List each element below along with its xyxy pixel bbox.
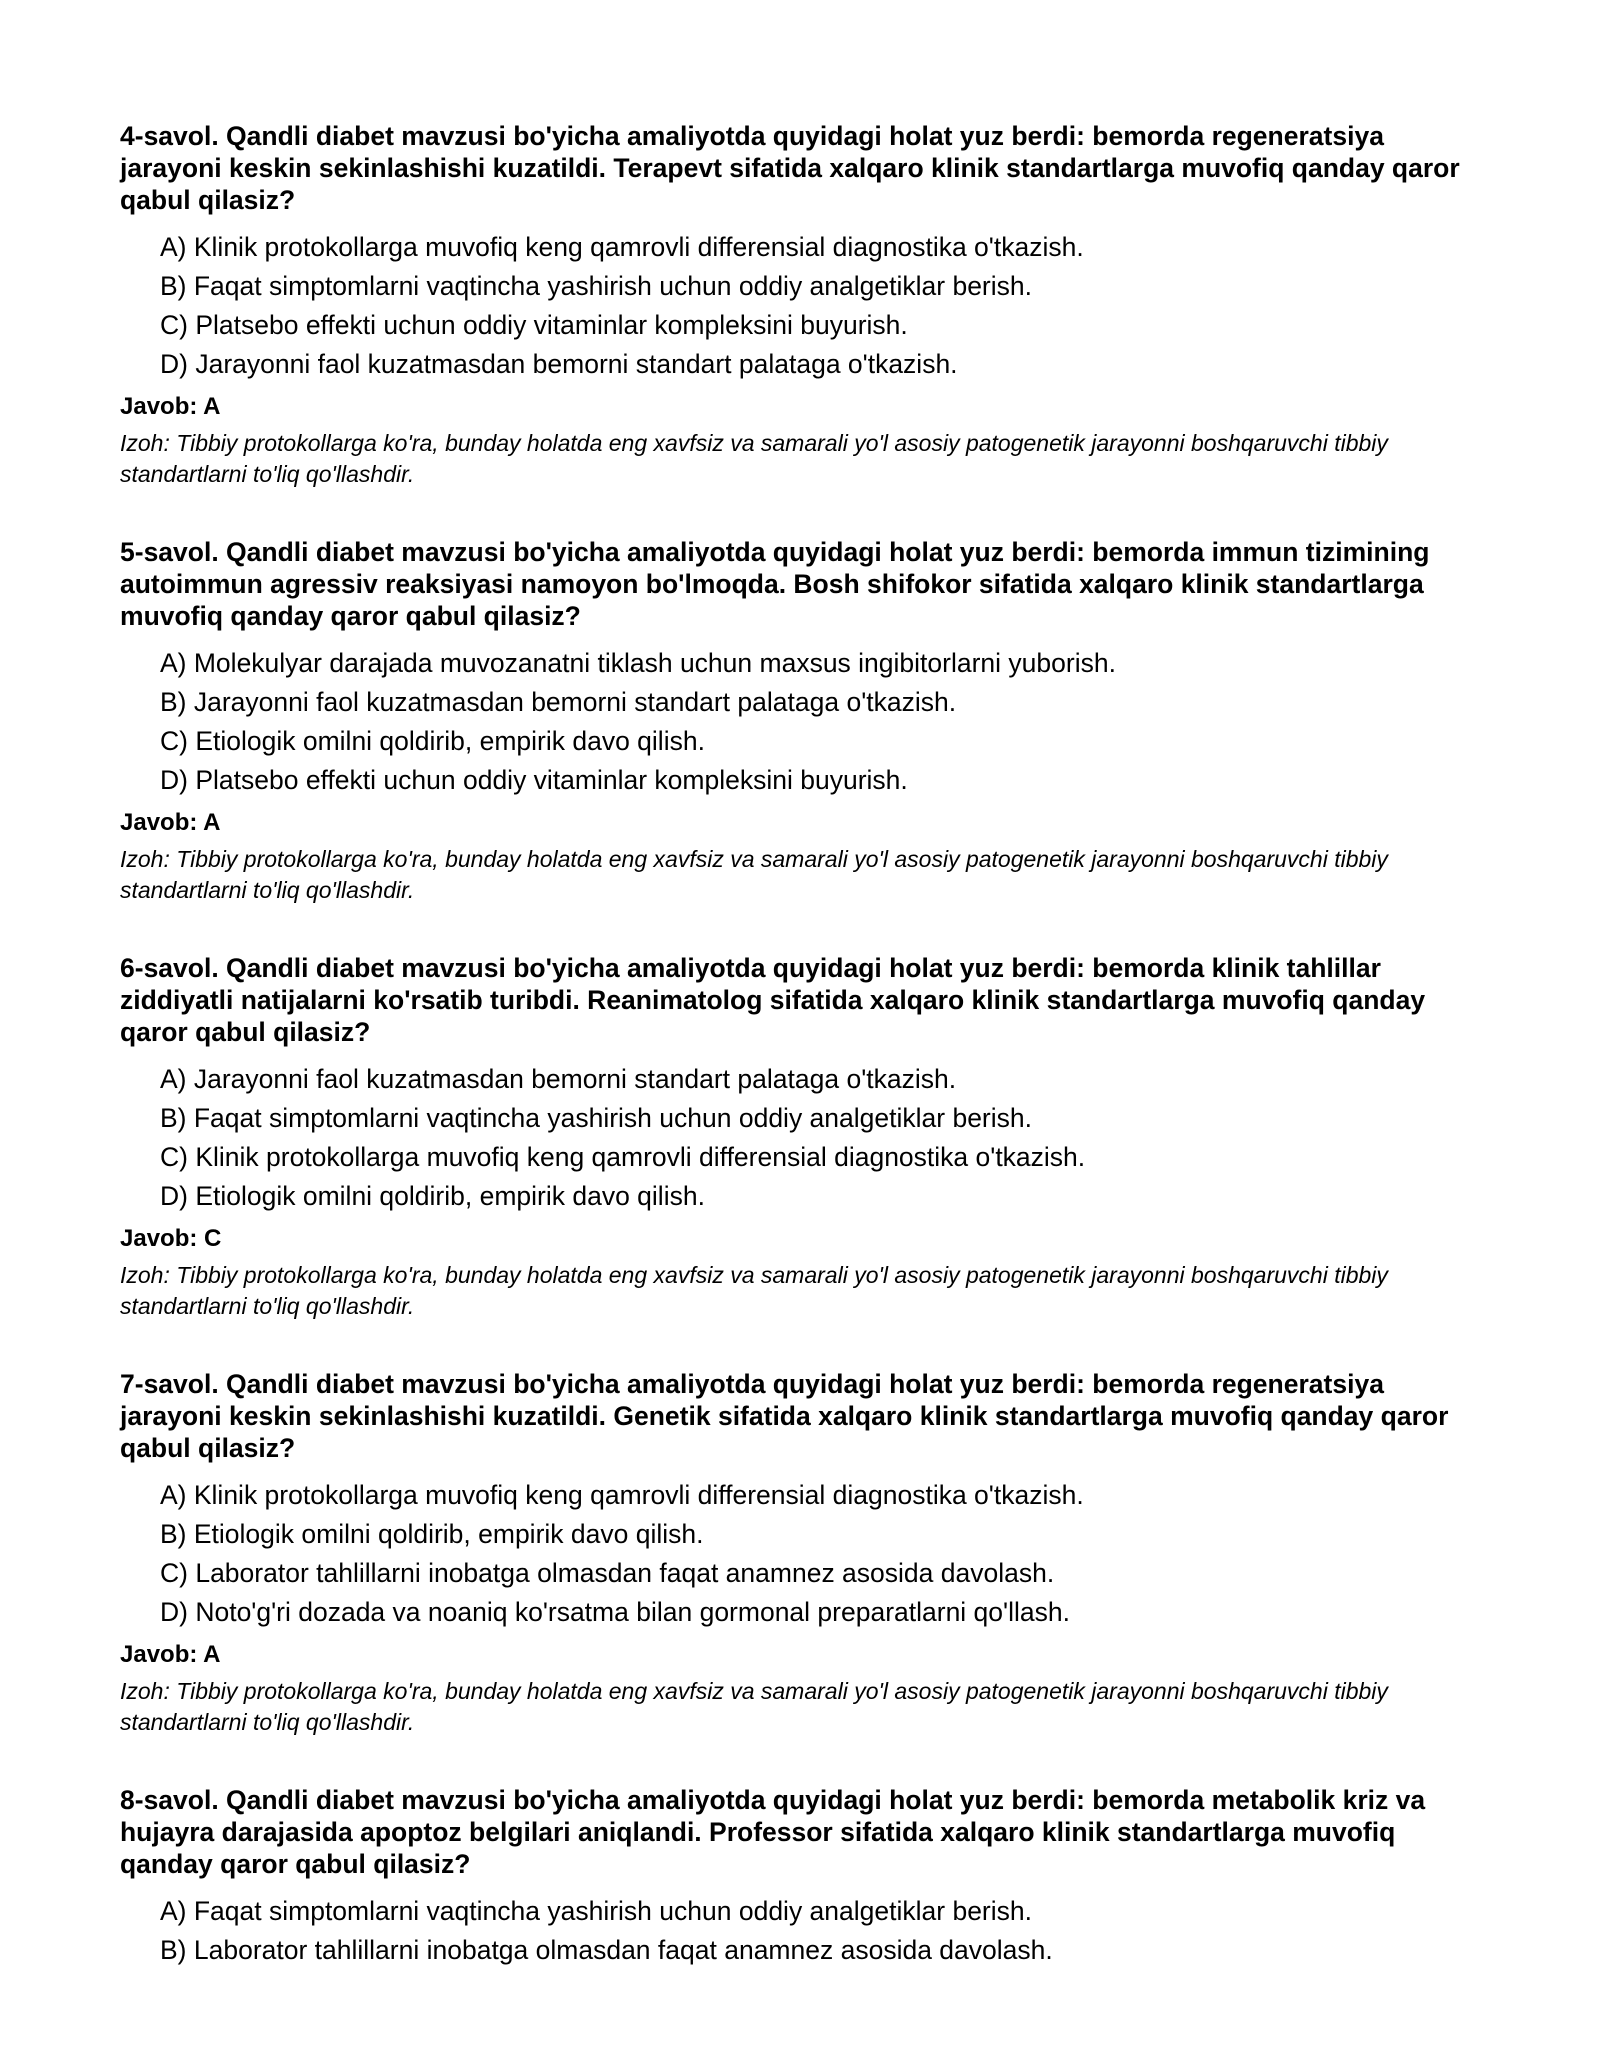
option-b: B) Etiologik omilni qoldirib, empirik davo qilish. <box>160 1519 704 1549</box>
option-list <box>120 1060 1480 1216</box>
question-8 <box>120 1784 1480 1970</box>
option-a: A) Faqat simptomlarni vaqtincha yashirish uchun oddiy analgetiklar berish. <box>160 1896 1032 1926</box>
option-d: D) Noto'g'ri dozada va noaniq ko'rsatma bilan gormonal preparatlarni qo'llash. <box>160 1597 1070 1627</box>
question-title: 4-savol. Qandli diabet mavzusi bo'yicha amaliyotda quyidagi holat yuz berdi: bemorda regeneratsiya jarayoni keskin sekinlashishi kuzatildi. Terapevt sifatida xalqaro klinik standartlarga muvofiq qanday qaror qabul qilasiz? <box>120 121 1460 215</box>
question-4 <box>120 120 1480 490</box>
answer-label: Javob: A <box>120 393 221 420</box>
option-a: A) Molekulyar darajada muvozanatni tiklash uchun maxsus ingibitorlarni yuborish. <box>160 648 1116 678</box>
option-list <box>120 228 1480 384</box>
question-title: 5-savol. Qandli diabet mavzusi bo'yicha amaliyotda quyidagi holat yuz berdi: bemorda immun tizimining autoimmun agressiv reaksiyasi namoyon bo'lmoqda. Bosh shifokor sifatida xalqaro klinik standartlarga muvofiq qanday qaror qabul qilasiz? <box>120 537 1430 631</box>
question-7 <box>120 1368 1480 1738</box>
option-b: B) Faqat simptomlarni vaqtincha yashirish uchun oddiy analgetiklar berish. <box>160 271 1032 301</box>
explanation-note: Izoh: Tibbiy protokollarga ko'ra, bunday holatda eng xavfsiz va samarali yo'l asosiy patogenetik jarayonni boshqaruvchi tibbiy standartlarni to'liq qo'llashdir. <box>120 1262 1388 1319</box>
answer-label: Javob: A <box>120 1641 221 1668</box>
option-list <box>120 1892 1480 1970</box>
question-6 <box>120 952 1480 1322</box>
option-d: D) Jarayonni faol kuzatmasdan bemorni standart palataga o'tkazish. <box>160 349 958 379</box>
option-c: C) Klinik protokollarga muvofiq keng qamrovli differensial diagnostika o'tkazish. <box>160 1142 1086 1172</box>
option-b: B) Laborator tahlillarni inobatga olmasdan faqat anamnez asosida davolash. <box>160 1935 1053 1965</box>
question-title: 6-savol. Qandli diabet mavzusi bo'yicha amaliyotda quyidagi holat yuz berdi: bemorda klinik tahlillar ziddiyatli natijalarni ko'rsatib turibdi. Reanimatolog sifatida xalqaro klinik standartlarga muvofiq qanday qaror qabul qilasiz? <box>120 953 1426 1047</box>
option-d: D) Platsebo effekti uchun oddiy vitaminlar kompleksini buyurish. <box>160 765 908 795</box>
option-a: A) Klinik protokollarga muvofiq keng qamrovli differensial diagnostika o'tkazish. <box>160 1480 1084 1510</box>
option-c: C) Laborator tahlillarni inobatga olmasdan faqat anamnez asosida davolash. <box>160 1558 1055 1588</box>
answer-label: Javob: C <box>120 1225 222 1252</box>
option-a: A) Jarayonni faol kuzatmasdan bemorni standart palataga o'tkazish. <box>160 1064 957 1094</box>
question-title: 8-savol. Qandli diabet mavzusi bo'yicha amaliyotda quyidagi holat yuz berdi: bemorda metabolik kriz va hujayra darajasida apoptoz belgilari aniqlandi. Professor sifatida xalqaro klinik standartlarga muvofiq qanday qaror qabul qilasiz? <box>120 1785 1426 1879</box>
option-list <box>120 644 1480 800</box>
option-b: B) Jarayonni faol kuzatmasdan bemorni standart palataga o'tkazish. <box>160 687 957 717</box>
explanation-note: Izoh: Tibbiy protokollarga ko'ra, bunday holatda eng xavfsiz va samarali yo'l asosiy patogenetik jarayonni boshqaruvchi tibbiy standartlarni to'liq qo'llashdir. <box>120 1678 1388 1735</box>
option-b: B) Faqat simptomlarni vaqtincha yashirish uchun oddiy analgetiklar berish. <box>160 1103 1032 1133</box>
question-5 <box>120 536 1480 906</box>
option-c: C) Etiologik omilni qoldirib, empirik davo qilish. <box>160 726 705 756</box>
option-c: C) Platsebo effekti uchun oddiy vitaminlar kompleksini buyurish. <box>160 310 908 340</box>
question-title: 7-savol. Qandli diabet mavzusi bo'yicha amaliyotda quyidagi holat yuz berdi: bemorda regeneratsiya jarayoni keskin sekinlashishi kuzatildi. Genetik sifatida xalqaro klinik standartlarga muvofiq qanday qaror qabul qilasiz? <box>120 1369 1449 1463</box>
option-list <box>120 1476 1480 1632</box>
answer-label: Javob: A <box>120 809 221 836</box>
option-a: A) Klinik protokollarga muvofiq keng qamrovli differensial diagnostika o'tkazish. <box>160 232 1084 262</box>
explanation-note: Izoh: Tibbiy protokollarga ko'ra, bunday holatda eng xavfsiz va samarali yo'l asosiy patogenetik jarayonni boshqaruvchi tibbiy standartlarni to'liq qo'llashdir. <box>120 430 1388 487</box>
option-d: D) Etiologik omilni qoldirib, empirik davo qilish. <box>160 1181 705 1211</box>
explanation-note: Izoh: Tibbiy protokollarga ko'ra, bunday holatda eng xavfsiz va samarali yo'l asosiy patogenetik jarayonni boshqaruvchi tibbiy standartlarni to'liq qo'llashdir. <box>120 846 1388 903</box>
